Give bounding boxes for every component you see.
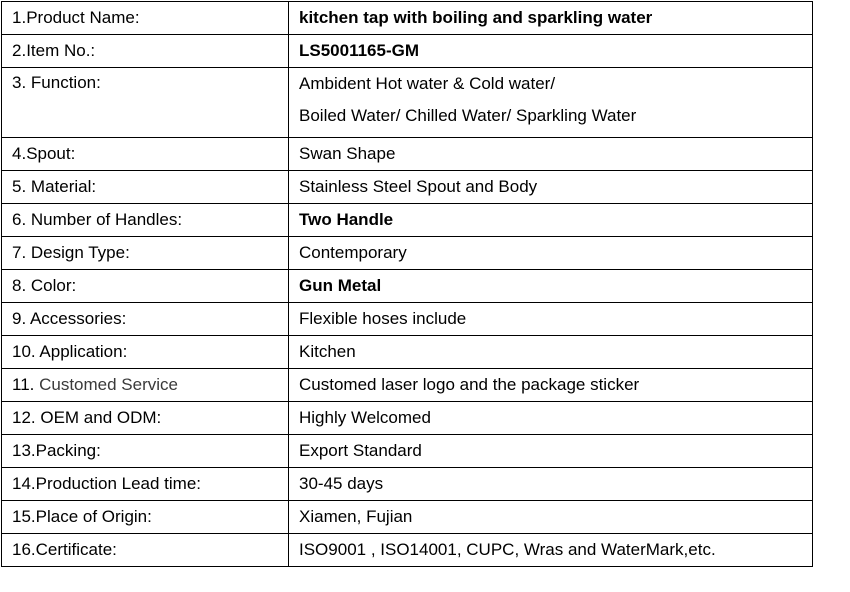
row-label [2,237,289,270]
product-spec-table [1,1,813,567]
row-number: 7. [12,243,31,262]
row-label [2,171,289,204]
row-value: Kitchen [289,336,813,369]
row-label-text: Item No.: [26,41,96,60]
row-number: 4. [12,144,27,163]
row-label [2,138,289,171]
row-number: 16. [12,540,36,559]
table-row [2,270,813,303]
row-label-text: Customed Service [39,375,178,394]
row-value-line: Boiled Water/ Chilled Water/ Sparkling Water [299,106,637,125]
row-value: Highly Welcomed [289,402,813,435]
row-number: 5. [12,177,31,196]
table-row [2,534,813,567]
row-label [2,534,289,567]
row-label-text: Design Type: [30,243,130,262]
row-label-text: Packing: [35,441,101,460]
table-row [2,303,813,336]
row-label-text: Certificate: [35,540,117,559]
row-label [2,2,289,35]
row-label-text: OEM and ODM: [40,408,162,427]
row-number: 14. [12,474,36,493]
table-row [2,468,813,501]
row-label-text: Function: [30,73,101,92]
row-label-text: Color: [30,276,77,295]
row-value: 30-45 days [289,468,813,501]
row-number: 10. [12,342,40,361]
row-number: 8. [12,276,31,295]
row-value: ISO9001 , ISO14001, CUPC, Wras and WaterMark,etc. [289,534,813,567]
table-row [2,237,813,270]
table-row [2,501,813,534]
row-label-text: Material: [30,177,97,196]
row-label [2,336,289,369]
table-row [2,402,813,435]
row-value: Gun Metal [289,270,813,303]
table-row [2,2,813,35]
row-label-text: Accessories: [29,309,127,328]
table-row [2,336,813,369]
row-label [2,468,289,501]
table-row [2,138,813,171]
row-number: 13. [12,441,36,460]
row-label [2,68,289,138]
row-label [2,35,289,68]
row-number: 3. [12,73,31,92]
row-value: Xiamen, Fujian [289,501,813,534]
row-value: Two Handle [289,204,813,237]
row-value: Customed laser logo and the package sticker [289,369,813,402]
row-label [2,501,289,534]
row-number: 12. [12,408,41,427]
row-value: LS5001165-GM [289,35,813,68]
row-number: 6. [12,210,31,229]
table-row [2,68,813,138]
row-number: 9. [12,309,30,328]
row-label-text: Application: [39,342,128,361]
row-label [2,435,289,468]
row-label [2,303,289,336]
table-row [2,204,813,237]
row-label [2,402,289,435]
row-value: Export Standard [289,435,813,468]
row-number: 1. [12,8,27,27]
row-value [289,68,813,138]
table-row [2,369,813,402]
row-value: kitchen tap with boiling and sparkling water [289,2,813,35]
row-label-text: Place of Origin: [35,507,152,526]
row-label [2,369,289,402]
row-label-text: Number of Handles: [30,210,183,229]
table-row [2,35,813,68]
row-number: 15. [12,507,36,526]
row-label-text: Product Name: [26,8,140,27]
row-label [2,270,289,303]
row-label-text: Production Lead time: [35,474,202,493]
row-value-line: Ambident Hot water & Cold water/ [299,74,556,93]
row-value: Flexible hoses include [289,303,813,336]
table-row [2,171,813,204]
row-value: Stainless Steel Spout and Body [289,171,813,204]
row-label-text: Spout: [26,144,76,163]
row-value: Contemporary [289,237,813,270]
table-row [2,435,813,468]
row-number: 2. [12,41,27,60]
row-number: 11. [12,375,40,394]
row-value: Swan Shape [289,138,813,171]
row-label [2,204,289,237]
